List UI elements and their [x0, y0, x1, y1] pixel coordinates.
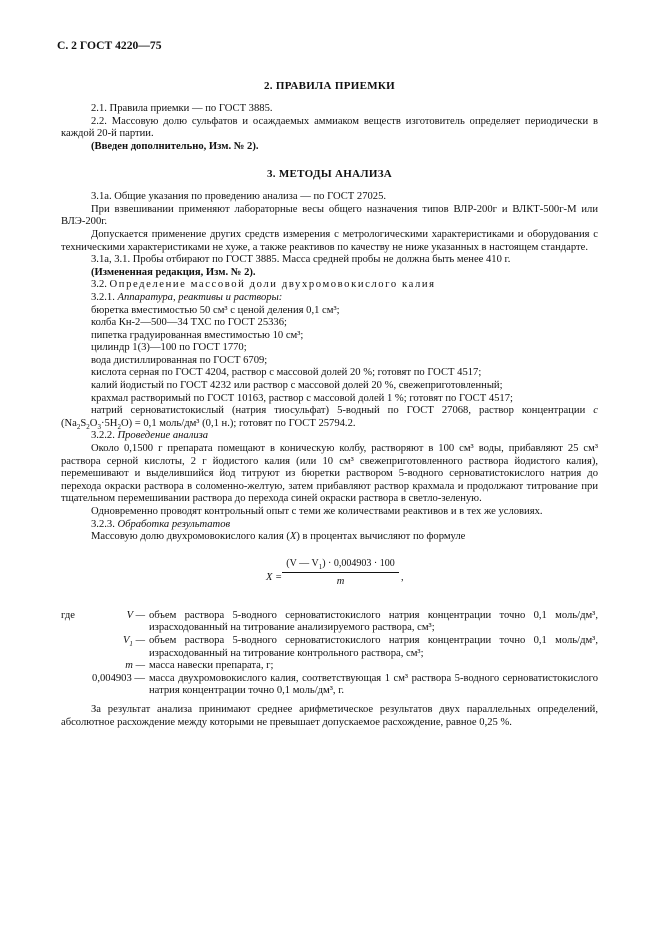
section-3-2-3-title: Обработка результатов	[117, 518, 231, 530]
list-item: вода дистиллированная по ГОСТ 6709;	[91, 354, 268, 366]
section-3-2-2-title: Проведение анализа	[117, 430, 209, 442]
paragraph-2-1: 2.1. Правила приемки — по ГОСТ 3885.	[91, 103, 273, 115]
list-item: бюретка вместимостью 50 см³ с ценой деления 0,1 см³;	[91, 304, 340, 316]
paragraph-3-2-1: 3.2.1. Аппаратура, реактивы и растворы:	[91, 291, 283, 303]
amendment-note-2: (Введен дополнительно, Изм. № 2).	[91, 140, 259, 152]
definition-row: 0,004903 — масса двухромовокислого калия, соответствующая 1 см³ раствора 5-водного серноватистокислого натрия концентрации точно 0,1 моль/дм³, г.	[92, 672, 598, 697]
paragraph-3-2-2: 3.2.2. Проведение анализа	[91, 430, 209, 442]
formula-denominator: m	[336, 576, 345, 588]
definition-row: где V — объем раствора 5-водного серноватистокислого натрия концентрации точно 0,1 моль/дм³, израсходованный на титрование анализируемого раствора, см³;	[61, 609, 598, 634]
section-2-title: 2. ПРАВИЛА ПРИЕМКИ	[263, 79, 396, 92]
paragraph-2-2: 2.2. Массовую долю сульфатов и осаждаемых аммиаком веществ изготовитель определяет периодически в каждой 20-й партии.	[61, 115, 598, 140]
section-3-2-1-title: Аппаратура, реактивы и растворы:	[117, 291, 283, 303]
list-item: цилиндр 1(3)—100 по ГОСТ 1770;	[91, 342, 247, 354]
formula-lhs: X =	[266, 571, 283, 583]
formula-numerator: (V — $V_1) \cdot 0,004903 \cdot 100$	[286, 557, 395, 571]
list-item: крахмал растворимый по ГОСТ 10163, раствор с массовой долей 1 %; готовят по ГОСТ 4517;	[91, 392, 513, 404]
paragraph-result: За результат анализа принимают среднее арифметическое результатов двух параллельных определений, абсолютное расхождение между которыми не превышает допускаемое расхождение, равное 0,25 %.	[61, 703, 598, 728]
page-header: С. 2 ГОСТ 4220—75	[57, 39, 162, 52]
paragraph-procedure: Около 0,1500 г препарата помещают в коническую колбу, растворяют в 100 см³ воды, прибавляют 25 см³ раствора серной кислоты, 2 г йодистого калия (или 10 см³ свежеприготовленного раствора йодистого калия), перемешивают и выделившийся йод титруют из бюретки раствором 5-водного серноватистокислого натрия до перехода окраски раствора в соломенно-желтую, затем прибавляют раствор крахмала и продолжают титрование при тщательном перемешивании раствора до перехода синей окраски раствора в светло-зеленую.	[61, 443, 598, 505]
paragraph-alternatives: Допускается применение других средств измерения с метрологическими характеристиками и оборудования с техническими характеристиками не хуже, а также реактивов по качеству не ниже указанных в настоящем стандарте.	[61, 228, 598, 253]
document-page	[57, 39, 598, 729]
fraction-bar	[282, 572, 399, 573]
list-item: калий йодистый по ГОСТ 4232 или раствор с массовой долей 20 %, свежеприготовленный;	[91, 380, 503, 392]
formula-fraction	[282, 558, 399, 589]
formula: X = (V — $V_1) \cdot 0,004903 \cdot 100$ m ,	[266, 557, 404, 588]
paragraph-formula-intro: Массовую долю двухромовокислого калия (X) в процентах вычисляют по формуле	[91, 531, 466, 543]
section-3-title: 3. МЕТОДЫ АНАЛИЗА	[266, 167, 393, 180]
paragraph-3-2-3: 3.2.3. Обработка результатов	[91, 518, 231, 530]
paragraph-weighing: При взвешивании применяют лабораторные весы общего назначения типов ВЛР-200г и ВЛКТ-500г-М или ВЛЭ-200г.	[61, 203, 598, 228]
variable-definitions	[61, 610, 598, 698]
definition-row: $V_1$ — объем раствора 5-водного серноватистокислого натрия концентрации точно 0,1 моль/дм³, израсходованный на титрование контрольного раствора, см³;	[122, 634, 598, 659]
list-item-thiosulfate: натрий серноватистокислый (натрия тиосульфат) 5-водный по ГОСТ 27068, раствор концентрации c $(Na_2S_2O_3\cdot 5H_2O) = 0,1$ моль/дм³ (0,1 н.); готовят по ГОСТ 25794.2.	[61, 405, 598, 431]
paragraph-3-2: 3.2. Определение массовой доли двухромовокислого калия	[91, 279, 436, 291]
list-item: пипетка градуированная вместимостью 10 см³;	[91, 329, 304, 341]
amendment-note-3: (Измененная редакция, Изм. № 2).	[91, 266, 256, 278]
paragraph-3-1: 3.1а, 3.1. Пробы отбирают по ГОСТ 3885. Масса средней пробы не должна быть менее 410 г.	[91, 254, 511, 266]
list-item: колба Кн-2—500—34 ТХС по ГОСТ 25336;	[91, 317, 287, 329]
section-3-2-title: Определение массовой доли двухромовокислого калия	[109, 279, 436, 291]
list-item: кислота серная по ГОСТ 4204, раствор с массовой долей 20 %; готовят по ГОСТ 4517;	[91, 367, 482, 379]
definition-row: m — масса навески препарата, г;	[125, 660, 274, 672]
paragraph-3-1a: 3.1а. Общие указания по проведению анализа — по ГОСТ 27025.	[91, 191, 387, 203]
paragraph-control: Одновременно проводят контрольный опыт с теми же количествами реактивов и в тех же условиях.	[91, 506, 543, 517]
